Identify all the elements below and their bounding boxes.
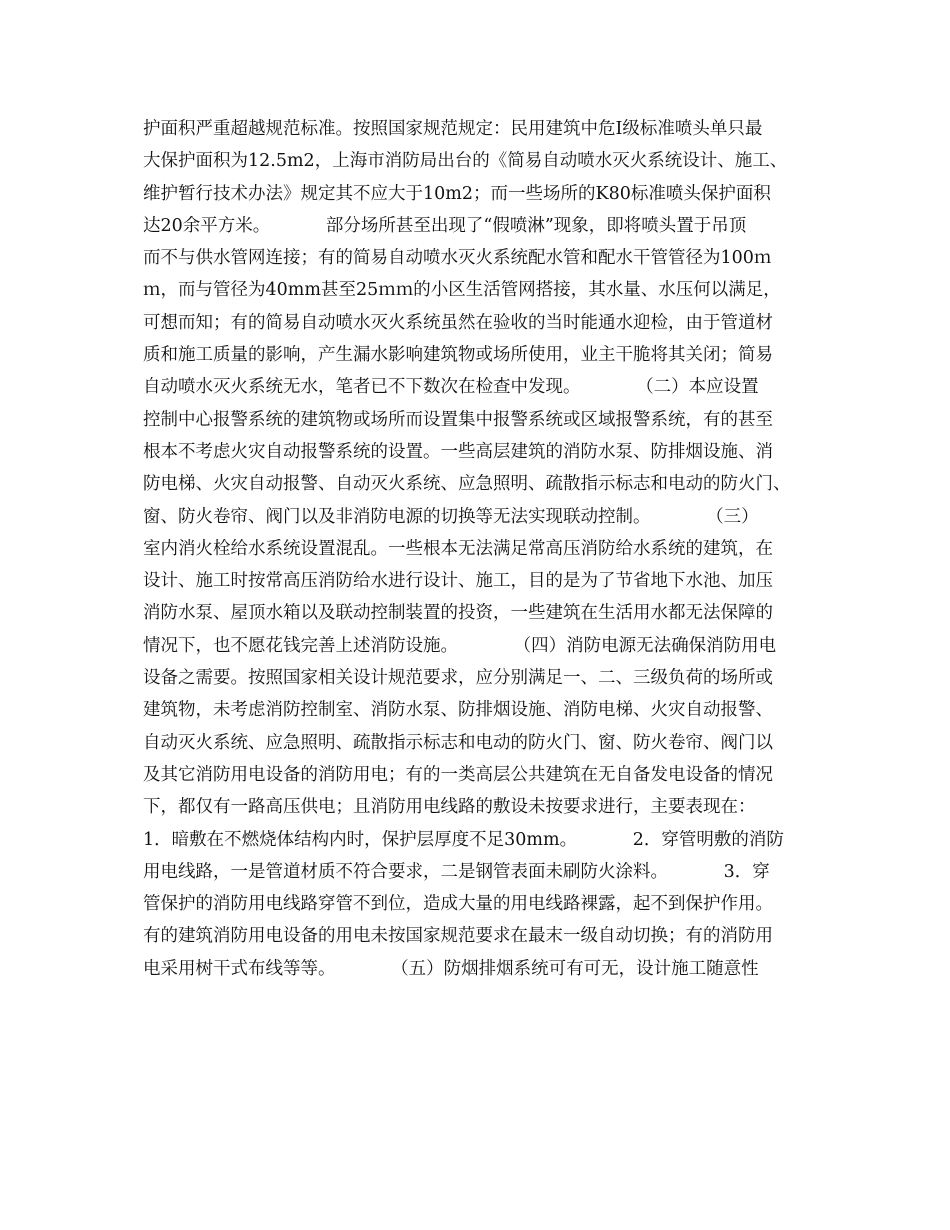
text-line: 根本不考虑火灾自动报警系统的设置。一些高层建筑的消防水泵、防排烟设施、消 xyxy=(143,441,773,462)
text-line: 用电线路，一是管道材质不符合要求，二是钢管表面未刷防火涂料。 3．穿 xyxy=(143,861,770,882)
text-line: 及其它消防用电设备的消防用电；有的一类高层公共建筑在无自备发电设备的情况 xyxy=(143,764,773,785)
text-line: 建筑物，未考虑消防控制室、消防水泵、防排烟设施、消防电梯、火灾自动报警、 xyxy=(143,700,773,721)
text-line: 消防水泵、屋顶水箱以及联动控制装置的投资，一些建筑在生活用水都无法保障的 xyxy=(143,603,773,624)
text-line: 下，都仅有一路高压供电；且消防用电线路的敷设未按要求进行，主要表现在： xyxy=(143,797,756,818)
text-line: 控制中心报警系统的建筑物或场所而设置集中报警系统或区域报警系统，有的甚至 xyxy=(143,409,773,430)
text-line: 1．暗敷在不燃烧体结构内时，保护层厚度不足30mm。 2．穿管明敷的消防 xyxy=(143,829,784,850)
text-line: 设备之需要。按照国家相关设计规范要求，应分别满足一、二、三级负荷的场所或 xyxy=(143,668,773,689)
text-line: 大保护面积为12.5m2，上海市消防局出台的《简易自动喷水灭火系统设计、施工、 xyxy=(143,151,788,172)
text-line: 有的建筑消防用电设备的用电未按国家规范要求在最末一级自动切换；有的消防用 xyxy=(143,926,773,947)
text-line: ｍ，而与管径为40mm甚至25ｍｍ的小区生活管网搭接，其水量、水压何以满足， xyxy=(143,280,781,301)
text-line: 可想而知；有的简易自动喷水灭火系统虽然在验收的当时能通水迎检，由于管道材 xyxy=(143,312,773,333)
text-line: 自动喷水灭火系统无水，笔者已不下数次在检查中发现。 （二）本应设置 xyxy=(143,377,759,398)
text-line: 室内消火栓给水系统设置混乱。一些根本无法满足常高压消防给水系统的建筑，在 xyxy=(143,538,773,559)
text-line: 质和施工质量的影响，产生漏水影响建筑物或场所使用，业主干脆将其关闭；简易 xyxy=(143,345,773,366)
text-line: 情况下，也不愿花钱完善上述消防设施。 （四）消防电源无法确保消防用电 xyxy=(143,635,777,656)
text-line: 达20余平方米。 部分场所甚至出现了“假喷淋”现象，即将喷头置于吊顶 xyxy=(143,215,747,236)
text-line: 窗、防火卷帘、阀门以及非消防电源的切换等无法实现联动控制。 （三） xyxy=(143,506,759,527)
body-text xyxy=(143,113,823,985)
text-line: 设计、施工时按常高压消防给水进行设计、施工，目的是为了节省地下水池、加压 xyxy=(143,571,773,592)
text-line: 电采用树干式布线等等。 （五）防烟排烟系统可有可无，设计施工随意性 xyxy=(143,958,759,979)
text-line: 自动灭火系统、应急照明、疏散指示标志和电动的防火门、窗、防火卷帘、阀门以 xyxy=(143,732,773,753)
text-line: 护面积严重超越规范标准。按照国家规范规定：民用建筑中危Ⅰ级标准喷头单只最 xyxy=(143,119,763,139)
text-line: 维护暂行技术办法》规定其不应大于10m2；而一些场所的K80标准喷头保护面积 xyxy=(143,183,771,204)
text-line: 防电梯、火灾自动报警、自动灭火系统、应急照明、疏散指示标志和电动的防火门、 xyxy=(143,474,791,495)
text-line: 管保护的消防用电线路穿管不到位，造成大量的用电线路裸露，起不到保护作用。 xyxy=(143,894,773,915)
text-line: 而不与供水管网连接；有的简易自动喷水灭火系统配水管和配水干管管径为100ｍ xyxy=(143,248,772,269)
